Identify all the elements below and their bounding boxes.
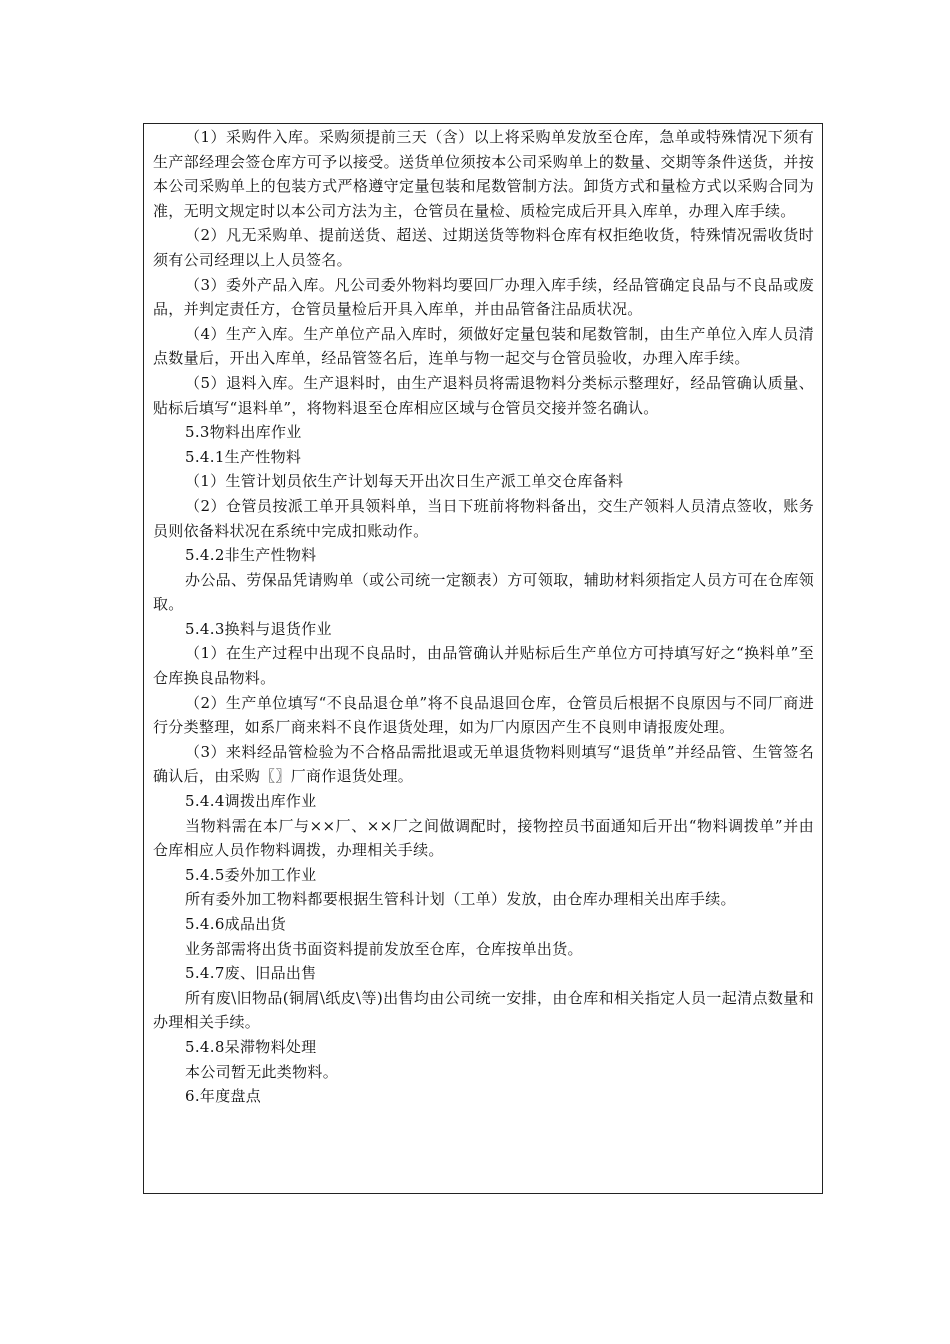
paragraph-return-material-inbound: （5）退料入库。生产退料时，由生产退料员将需退物料分类标示整理好，经品管确认质量、贴标后填写“退料单”，将物料退至仓库相应区域与仓管员交接并签名确认。: [153, 373, 814, 417]
document-frame: [143, 123, 823, 1194]
paragraph-scrap-sale: 所有废\旧物品(铜屑\纸皮\等)出售均由公司统一安排，由仓库和相关指定人员一起清点数量和办理相关手续。: [153, 988, 814, 1032]
paragraph-idle-material: 本公司暂无此类物料。: [185, 1062, 339, 1081]
section-heading-production-material: 5.4.1生产性物料: [185, 447, 302, 466]
section-heading-non-production-material: 5.4.2非生产性物料: [185, 546, 317, 565]
section-heading-idle-material: 5.4.8呆滞物料处理: [185, 1037, 317, 1056]
paragraph-outsourced-processing: 所有委外加工物料都要根据生管科计划（工单）发放，由仓库办理相关出库手续。: [185, 890, 736, 909]
section-heading-finished-goods: 5.4.6成品出货: [185, 915, 286, 933]
section-heading-outsourced-processing: 5.4.5委外加工作业: [185, 865, 317, 884]
paragraph-return-order: （3）来料经品管检验为不合格品需批退或无单退货物料则填写“退货单”并经品管、生管签名确认后，由采购〖〗厂商作退货处理。: [153, 742, 814, 786]
section-heading-scrap-sale: 5.4.7废、旧品出售: [185, 964, 317, 983]
section-heading-transfer-outbound: 5.4.4调拨出库作业: [185, 792, 317, 811]
paragraph-exchange-order: （1）在生产过程中出现不良品时，由品管确认并贴标后生产单位方可持填写好之“换料单”至仓库换良品物料。: [153, 644, 814, 688]
paragraph-dispatch-order: （1）生管计划员依生产计划每天开出次日生产派工单交仓库备料: [185, 472, 624, 491]
section-heading-annual-inventory: 6.年度盘点: [185, 1087, 262, 1106]
paragraph-purchase-inbound: （1）采购件入库。采购须提前三天（含）以上将采购单发放至仓库，急单或特殊情况下须有生产部经理会签仓库方可予以接受。送货单位须按本公司采购单上的数量、交期等条件送货，并按本公司采购单上的包装方式严格遵守定量包装和尾数管制方法。卸货方式和量检方式以采购合同为准，无明文规定时以本公司方法为主，仓管员在量检、质检完成后开具入库单，办理入库手续。: [153, 128, 814, 220]
paragraph-outsourced-inbound: （3）委外产品入库。凡公司委外物料均要回厂办理入库手续，经品管确定良品与不良品或废品，并判定责任方，仓管员量检后开具入库单，并由品管备注品质状况。: [153, 275, 814, 319]
section-heading-outbound: 5.3物料出库作业: [185, 423, 302, 442]
paragraph-finished-goods: 业务部需将出货书面资料提前发放至仓库，仓库按单出货。: [185, 939, 583, 958]
paragraph-picking-list: （2）仓管员按派工单开具领料单，当日下班前将物料备出，交生产领料人员清点签收，账务员则依备料状况在系统中完成扣账动作。: [153, 496, 814, 540]
paragraph-defective-return: （2）生产单位填写“不良品退仓单”将不良品退回仓库，仓管员后根据不良原因与不同厂商进行分类整理，如系厂商来料不良作退货处理，如为厂内原因产生不良则申请报废处理。: [153, 693, 814, 737]
paragraph-office-supplies: 办公品、劳保品凭请购单（或公司统一定额表）方可领取，辅助材料须指定人员方可在仓库领取。: [153, 570, 814, 614]
paragraph-transfer: 当物料需在本厂与××厂、××厂之间做调配时，接物控员书面通知后开出“物料调拨单”并由仓库相应人员作物料调拨，办理相关手续。: [153, 816, 814, 860]
paragraph-reject-delivery: （2）凡无采购单、提前送货、超送、过期送货等物料仓库有权拒绝收货，特殊情况需收货时须有公司经理以上人员签名。: [153, 226, 814, 269]
section-heading-exchange-return: 5.4.3换料与退货作业: [185, 619, 332, 638]
paragraph-production-inbound: （4）生产入库。生产单位产品入库时，须做好定量包装和尾数管制，由生产单位入库人员清点数量后，开出入库单，经品管签名后，连单与物一起交与仓管员验收，办理入库手续。: [153, 324, 814, 368]
